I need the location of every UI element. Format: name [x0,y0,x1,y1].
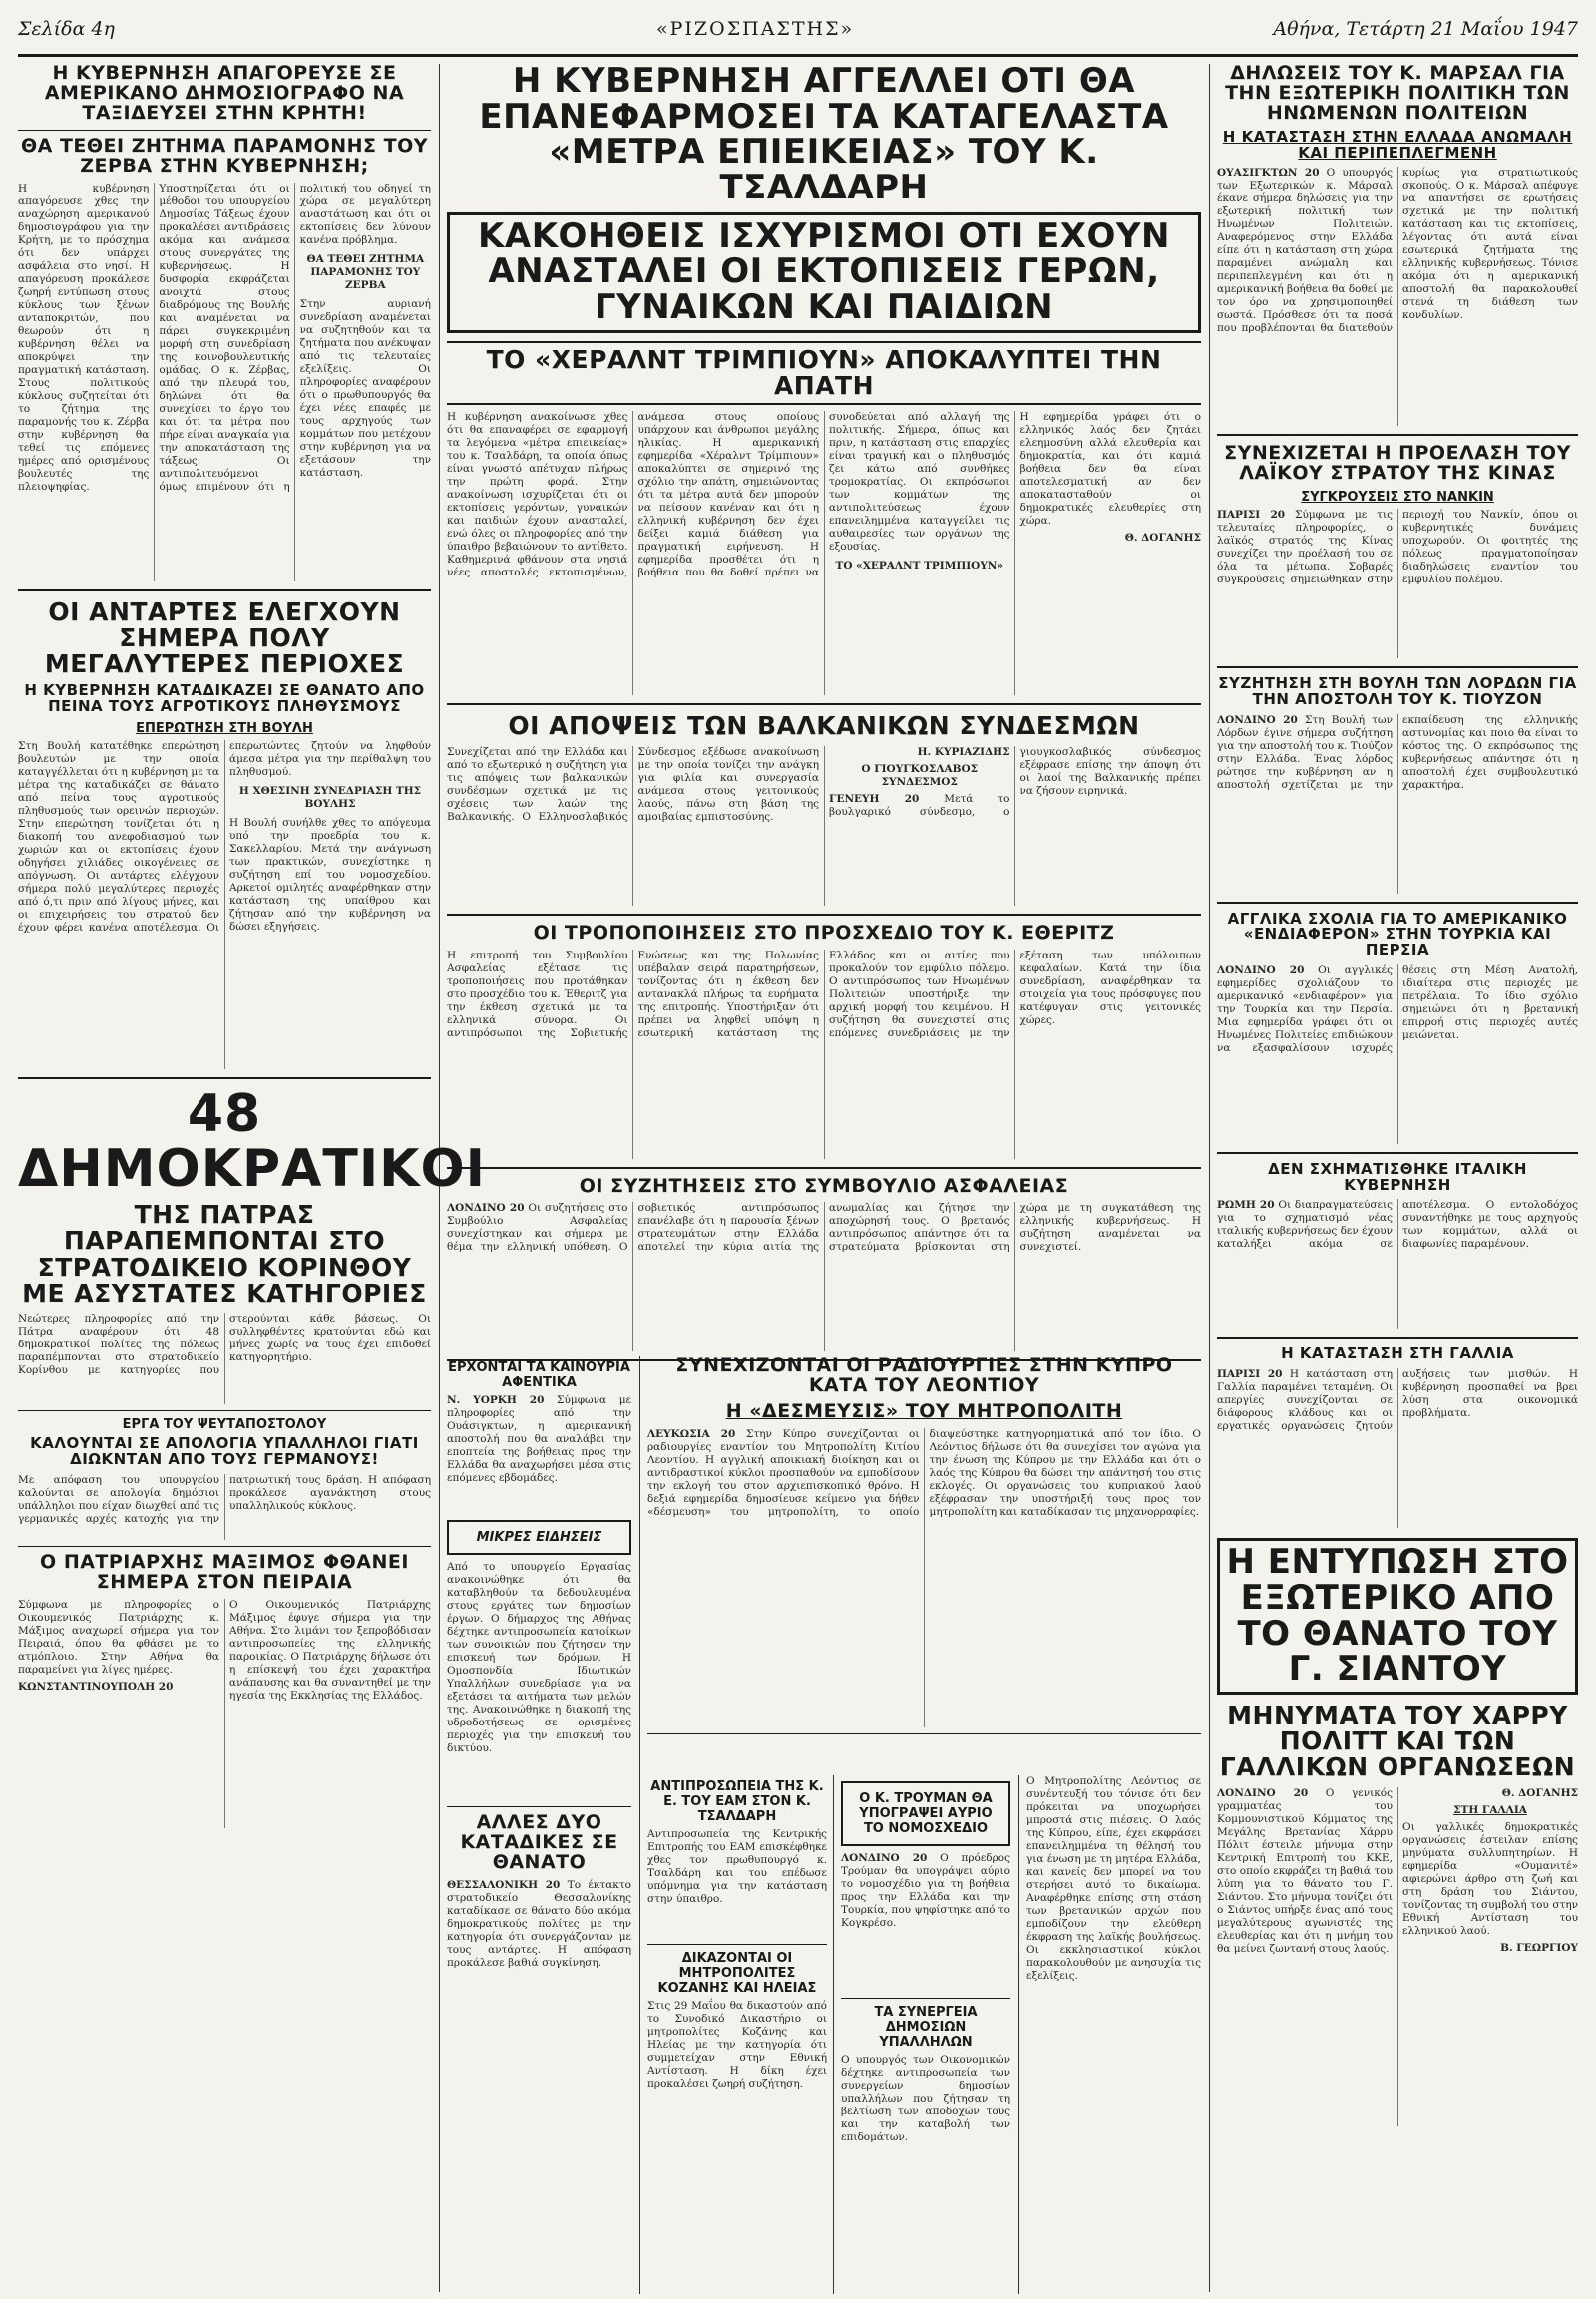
headline-crete-journalist: Η ΚΥΒΕΡΝΗΣΗ ΑΠΑΓΟΡΕΥΣΕ ΣΕ ΑΜΕΡΙΚΑΝΟ ΔΗΜΟΣΙΟΓΡΑΦΟ ΝΑ ΤΑΞΙΔΕΥΣΕΙ ΣΤΗΝ ΚΡΗΤΗ! [44,62,405,124]
headline-truman: Ο Κ. ΤΡΟΥΜΑΝ ΘΑ ΥΠΟΓΡΑΨΕΙ ΑΥΡΙΟ ΤΟ ΝΟΜΟΣΧΕΔΙΟ [859,1791,993,1836]
center-column [447,61,1201,2292]
subhead-yugoslav-union: Ο ΓΙΟΥΓΚΟΣΛΑΒΟΣ ΣΥΝΔΕΣΜΟΣ [861,762,979,788]
dateline-paris-china: ΠΑΡΙΣΙ 20 [1217,509,1286,522]
article-china-text: ΠΑΡΙΣΙ 20 Σύμφωνα με τις τελευταίες πληροφορίες, ο λαϊκός στρατός της Κίνας συνεχίζει την προέλασή του σε όλα τα μέτωπα. Σοβαρές συγκρούσεις σημειώθηκαν στην περιοχή του Νανκίν, όπου οι κυβερνητικές δυνάμεις υποχωρούν. Οι φοιτητές της πόλεως πραγματοποίησαν διαδηλώσεις εναντίον του εμφυλίου πολέμου. [1217,509,1578,586]
signature-doganis-2: Θ. ΔΟΓΑΝΗΣ [1501,1786,1578,1799]
article-death-sentences-text: ΘΕΣΣΑΛΟΝΙΚΗ 20 Το έκτακτο στρατοδικείο Θεσσαλονίκης καταδίκασε σε θάνατο δύο ακόμα δημοκρατικούς πολίτες με την κατηγορία ότι συνεργάζονταν με τους αντάρτες. Η απόφαση προκάλεσε βαθιά συγκίνηση. [447,1878,631,1969]
headline-civil-servants: ΤΑ ΣΥΝΕΡΓΕΙΑ ΔΗΜΟΣΙΩΝ ΥΠΑΛΛΗΛΩΝ [874,2005,978,2050]
article-truman-text: ΛΟΝΔΙΝΟ 20 Ο πρόεδρος Τρούμαν θα υπογράψει αύριο το νομοσχέδιο για τη βοήθεια προς την Ελλάδα και την Τουρκία, που ψηφίστηκε από το Κογκρέσο. [841,1852,1010,1929]
subhead-herald: ΤΟ «ΧΕΡΑΛΝΤ ΤΡΙΜΠΙΟΥΝ» [835,560,1003,573]
dateline-constantinople: ΚΩΝΣΤΑΝΤΙΝΟΥΠΟΛΗ 20 [18,1680,174,1693]
subheadline-nanking: ΣΥΓΚΡΟΥΣΕΙΣ ΣΤΟ ΝΑΝΚΙΝ [1301,490,1494,506]
headline-leniency-measures: Η ΚΥΒΕΡΝΗΣΗ ΑΓΓΕΛΛΕΙ ΟΤΙ ΘΑ ΕΠΑΝΕΦΑΡΜΟΣΕΙ ΤΑ ΚΑΤΑΓΕΛΑΣΤΑ «ΜΕΤΡΑ ΕΠΙΕΙΚΕΙΑΣ» ΤΟΥ Κ. ΤΣΑΛΔΑΡΗ [479,61,1169,208]
article-patras-text: Νεώτερες πληροφορίες από την Πάτρα αναφέρουν ότι 48 δημοκρατικοί πολίτες της πόλεως παραπέμπονται στο στρατοδικείο Κορίνθου με κατηγορίες που στερούνται κάθε βάσεως. Οι συλληφθέντες κρατούνται εδώ και μήνες χωρίς να τους έχει επιδοθεί κατηγορητήριο. [18,1313,431,1377]
block-new-masters [447,1356,631,2294]
signature-doganis-1: Θ. ΔΟΓΑΝΗΣ [1124,532,1201,545]
newspaper-page [18,8,1578,2292]
headline-eam-delegation: ΑΝΤΙΠΡΟΣΩΠΕΙΑ ΤΗΣ Κ. Ε. ΤΟΥ ΕΑΜ ΣΤΟΝ Κ. ΤΣΑΛΔΑΡΗ [650,1779,824,1824]
headline-partisans: ΟΙ ΑΝΤΑΡΤΕΣ ΕΛΕΓΧΟΥΝ ΣΗΜΕΡΑ ΠΟΛΥ ΜΕΓΑΛΥΤΕΡΕΣ ΠΕΡΙΟΧΕΣ [44,596,405,679]
article-balkan-text: Συνεχίζεται από την Ελλάδα και από το εξωτερικό η συζήτηση για τις απόψεις των βαλκανικών συνδέσμων σχετικά με τις σχέσεις των λαών της Βαλκανικής. Ο Ελληνοσλαβικός Σύνδεσμος εξέδωσε ανακοίνωση με την οποία τονίζει την ανάγκη για φιλία και συνεργασία ανάμεσα στους γειτονικούς λαούς, πάνω στη βάση της αμοιβαίας εμπιστοσύνης. Η. ΚΥΡΙΑΖΙΔΗΣ Ο ΓΙΟΥΓΚΟΣΛΑΒΟΣ ΣΥΝΔΕΣΜΟΣ ΓΕΝΕΥΗ 20 Μετά το βουλγαρικό σύνδεσμο, ο γιουγκοσλαβικός σύνδεσμος εξέφρασε επίσης την άποψη ότι οι λαοί της Βαλκανικής πρέπει να ζήσουν ειρηνικά. [447,745,1201,823]
headline-lords: ΣΥΖΗΤΗΣΗ ΣΤΗ ΒΟΥΛΗ ΤΩΝ ΛΟΡΔΩΝ ΓΙΑ ΤΗΝ ΑΠΟΣΤΟΛΗ ΤΟΥ Κ. ΤΙΟΥΖΟΝ [1218,674,1577,708]
issue-date: Αθήνα, Τετάρτη 21 Μαΐου 1947 [1273,18,1578,40]
article-security-council-text: ΛΟΝΔΙΝΟ 20 Οι συζητήσεις στο Συμβούλιο Ασφαλείας συνεχίστηκαν και σήμερα με θέμα την ελληνική υπόθεση. Ο σοβιετικός αντιπρόσωπος επανέλαβε ότι η παρουσία ξένων στρατευμάτων στην Ελλάδα αποτελεί την κύρια αιτία της ανωμαλίας και ζήτησε την αποχώρησή τους. Ο βρετανός αντιπρόσωπος απάντησε ότι τα στρατεύματα βρίσκονται στη χώρα με τη συγκατάθεση της ελληνικής κυβερνήσεως. Η συζήτηση αναμένεται να συνεχιστεί. [447,1202,1201,1254]
headline-death-sentences: ΑΛΛΕΣ ΔΥΟ ΚΑΤΑΔΙΚΕΣ ΣΕ ΘΑΝΑΤΟ [460,1811,618,1873]
article-metropolitans-text: Στις 29 Μαΐου θα δικαστούν από το Συνοδικό Δικαστήριο οι μητροπολίτες Κοζάνης και Ηλείας με την κατηγορία ότι συμμετείχαν στην Εθνική Αντίσταση. Η δίκη έχει προκαλέσει ζωηρή συζήτηση. [647,2000,827,2090]
headline-siantos-death: Η ΕΝΤΥΠΩΣΗ ΣΤΟ ΕΞΩΤΕΡΙΚΟ ΑΠΟ ΤΟ ΘΑΝΑΤΟ ΤΟΥ Γ. ΣΙΑΝΤΟΥ [1226,1542,1569,1690]
label-interpellation: ΕΠΕΡΩΤΗΣΗ ΣΤΗ ΒΟΥΛΗ [136,720,313,736]
headline-pseudo-apostle: ΕΡΓΑ ΤΟΥ ΨΕΥΤΑΠΟΣΤΟΛΟΥ [122,1417,327,1433]
dateline-rome: ΡΩΜΗ 20 [1217,1199,1275,1212]
page-number: Σελίδα 4η [18,18,115,40]
subheadline-greece-situation: Η ΚΑΤΑΣΤΑΣΗ ΣΤΗΝ ΕΛΛΑΔΑ ΑΝΩΜΑΛΗ ΚΑΙ ΠΕΡΙΠΕΠΛΕΓΜΕΝΗ [1222,127,1573,162]
signature-georgiou: Β. ΓΕΩΡΓΙΟΥ [1500,1941,1578,1954]
headline-balkan-unions: ΟΙ ΑΠΟΨΕΙΣ ΤΩΝ ΒΑΛΚΑΝΙΚΩΝ ΣΥΝΔΕΣΜΩΝ [508,711,1140,741]
article-english-comments-text: ΛΟΝΔΙΝΟ 20 Οι αγγλικές εφημερίδες σχολιάζουν το αμερικανικό «ενδιαφέρον» για την Τουρκία και την Περσία. Μια εφημερίδα γράφει ότι οι Ηνωμένες Πολιτείες επιδιώκουν να εξασφαλίσουν ισχυρές θέσεις στη Μέση Ανατολή, ιδιαίτερα στις περιοχές με πετρέλαια. Το ίδιο σχόλιο σημειώνει ότι η βρετανική επιρροή στις περιοχές αυτές μειώνεται. [1217,963,1578,1054]
dateline-paris-france: ΠΑΡΙΣΙ 20 [1217,1368,1283,1381]
subheadline-officials: ΚΑΛΟΥΝΤΑΙ ΣΕ ΑΠΟΛΟΓΙΑ ΥΠΑΛΛΗΛΟΙ ΓΙΑΤΙ ΔΙΩΚΝΤΑΝ ΑΠΟ ΤΟΥΣ ΓΕΡΜΑΝΟΥΣ! [30,1434,419,1468]
dateline-washington: ΟΥΑΣΙΓΚΤΩΝ 20 [1217,167,1320,180]
masthead [18,8,1578,57]
dateline-new-york: Ν. ΥΟΡΚΗ 20 [447,1394,545,1406]
dateline-nicosia: ΛΕΥΚΩΣΙΑ 20 [647,1427,736,1440]
subheadline-pollitt: ΜΗΝΥΜΑΤΑ ΤΟΥ ΧΑΡΡΥ ΠΟΛΙΤΤ ΚΑΙ ΤΩΝ ΓΑΛΛΙΚΩΝ ΟΡΓΑΝΩΣΕΩΝ [1219,1700,1576,1782]
headline-metropolitans-trial: ΔΙΚΑΖΟΝΤΑΙ ΟΙ ΜΗΤΡΟΠΟΛΙΤΕΣ ΚΟΖΑΝΗΣ ΚΑΙ ΗΛΕΙΑΣ [657,1951,817,1996]
headline-marshall: ΔΗΛΩΣΕΙΣ ΤΟΥ Κ. ΜΑΡΣΑΛ ΓΙΑ ΤΗΝ ΕΞΩΤΕΡΙΚΗ ΠΟΛΙΤΙΚΗ ΤΩΝ ΗΝΩΜΕΝΩΝ ΠΟΛΙΤΕΙΩΝ [1225,62,1570,124]
article-patriarch-text: Σύμφωνα με πληροφορίες ο Οικουμενικός Πατριάρχης κ. Μάξιμος αναχωρεί σήμερα για τον Πειραιά, όπου θα φθάσει με το ατμόπλοιο. Στην Αθήνα θα παραμείνει για λίγες ημέρες. ΚΩΝΣΤΑΝΤΙΝΟΥΠΟΛΗ 20 Ο Οικουμενικός Πατριάρχης Μάξιμος έφυγε σήμερα για την Αθήνα. Στο λιμάνι τον ξεπροβόδισαν αντιπροσωπείες της ελληνικής παροικίας. Ο Πατριάρχης δήλωσε ότι η επίσκεψή του έχει χαρακτήρα ανάπαυσης και θα συναντηθεί με την ηγεσία της Εκκλησίας της Ελλάδος. [18,1598,431,1702]
article-cyprus-continued: Ο Μητροπολίτης Λεόντιος σε συνέντευξή του τόνισε ότι δεν πρόκειται να υποχωρήσει μπροστά στις πιέσεις. Ο λαός της Κύπρου, είπε, έχει εκφράσει επανειλημμένα τη θέλησή του για ένωση με τη μητέρα Ελλάδα, και κανείς δεν μπορεί να του στερήσει αυτό το δικαίωμα. Αναφέρθηκε επίσης στη στάση των βρετανικών αρχών που εμποδίζουν την ελεύθερη έκφραση της λαϊκής βουλήσεως. Οι εκκλησιαστικοί κύκλοι παρακολουθούν με ανησυχία τις εξελίξεις. [1026,1775,1201,1982]
subheadline-patras: ΤΗΣ ΠΑΤΡΑΣ ΠΑΡΑΠΕΜΠΟΝΤΑΙ ΣΤΟ ΣΤΡΑΤΟΔΙΚΕΙΟ ΚΟΡΙΝΘΟΥ ΜΕ ΑΣΥΣΤΑΤΕΣ ΚΑΤΗΓΟΡΙΕΣ [22,1200,427,1308]
headline-cyprus: ΣΥΝΕΧΙΖΟΝΤΑΙ ΟΙ ΡΑΔΙΟΥΡΓΙΕΣ ΣΤΗΝ ΚΥΠΡΟ ΚΑΤΑ ΤΟΥ ΛΕΟΝΤΙΟΥ [675,1354,1173,1396]
block-cyprus [647,1356,1201,2294]
article-marshall-text: ΟΥΑΣΙΓΚΤΩΝ 20 Ο υπουργός των Εξωτερικών κ. Μάρσαλ έκανε σήμερα δηλώσεις για την εξωτερική πολιτική των Ηνωμένων Πολιτειών. Αναφερόμενος στην Ελλάδα είπε ότι η κατάσταση στη χώρα παραμένει ανώμαλη και περιπεπλεγμένη και ότι η αμερικανική βοήθεια θα δοθεί με τον όρο να χρησιμοποιηθεί σωστά. Πρόσθεσε ότι τα ποσά που προβλέπονται θα διατεθούν κυρίως για στρατιωτικούς σκοπούς. Ο κ. Μάρσαλ απέφυγε να απαντήσει σε ερωτήσεις σχετικά με την πολιτική κατάσταση και τις εκτοπίσεις, λέγοντας ότι αυτά είναι εσωτερικά ζητήματα της ελληνικής κυβερνήσεως. Τόνισε ακόμα ότι η αμερικανική αποστολή θα παρακολουθεί στενά τη διάθεση των κονδυλίων. [1217,167,1578,335]
article-france-text: ΠΑΡΙΣΙ 20 Η κατάσταση στη Γαλλία παραμένει τεταμένη. Οι απεργίες συνεχίζονται σε διάφορους κλάδους και οι εργατικές οργανώσεις ζητούν αυξήσεις των μισθών. Η κυβέρνηση προσπαθεί να βρει λύση στα οικονομικά προβλήματα. [1217,1368,1578,1433]
article-etheridge-text: Η επιτροπή του Συμβουλίου Ασφαλείας εξέτασε τις τροποποιήσεις που προτάθηκαν στο προσχέδιο του κ. Έθεριτζ για την έκθεση σχετικά με τα ελληνικά σύνορα. Οι αντιπρόσωποι της Σοβιετικής Ενώσεως και της Πολωνίας υπέβαλαν σειρά παρατηρήσεων, τονίζοντας ότι η έκθεση δεν αντανακλά πλήρως τα ευρήματα της επιτροπής. Υποστήριξαν ότι πρέπει να ληφθεί υπόψη η εσωτερική κατάσταση της Ελλάδος και οι αιτίες που προκαλούν τον εμφύλιο πόλεμο. Ο αντιπρόσωπος των Ηνωμένων Πολιτειών υποστήριξε την αρχική μορφή του κειμένου. Η συζήτηση θα συνεχιστεί στις επόμενες συνεδριάσεις με την εξέταση των υπόλοιπων κεφαλαίων. Κατά την ίδια συνεδρίαση, αναφέρθηκαν τα στοιχεία για τους πρόσφυγες που κατέφυγαν στις γειτονικές χώρες. [447,949,1201,1039]
article-officials-text: Με απόφαση του υπουργείου καλούνται σε απολογία δημόσιοι υπάλληλοι που είχαν διωχθεί από τις γερμανικές αρχές κατοχής για την πατριωτική τους δράση. Η απόφαση προκάλεσε αγανάκτηση στους υπαλληλικούς κύκλους. [18,1473,431,1525]
article-italy-text: ΡΩΜΗ 20 Οι διαπραγματεύσεις για το σχηματισμό νέας ιταλικής κυβερνήσεως δεν έχουν καταλήξει ακόμα σε αποτέλεσμα. Ο εντολοδόχος συναντήθηκε με τους αρχηγούς των κομμάτων, αλλά οι διαφωνίες παραμένουν. [1217,1199,1578,1251]
article-zervas-text: Η κυβέρνηση απαγόρευσε χθες την αναχώρηση αμερικανού δημοσιογράφου για την Κρήτη, με το πρόσχημα ότι δεν υπάρχει ασφάλεια στο νησί. Η απαγόρευση προκάλεσε ζωηρή εντύπωση στους κύκλους των ξένων ανταποκριτών, που θεωρούν ότι η κυβέρνηση θέλει να αποκρύψει την πραγματική κατάσταση. Στους πολιτικούς κύκλους συζητείται ότι το ζήτημα της παραμονής του κ. Ζέρβα στην κυβέρνηση θα τεθεί τις επόμενες ημέρες από ορισμένους βουλευτές της πλειοψηφίας. Υποστηρίζεται ότι οι μέθοδοι του υπουργείου Δημοσίας Τάξεως έχουν προκαλέσει αντιδράσεις ακόμα και ανάμεσα στους συνεργάτες της κυβερνήσεως. Η δυσφορία εκφράζεται ανοιχτά στους διαδρόμους της Βουλής και αναμένεται να πάρει συγκεκριμένη μορφή στη συνεδρίαση της κοινοβουλευτικής ομάδας. Ο κ. Ζέρβας, από την πλευρά του, δηλώνει ότι θα συνεχίσει το έργο του και ότι τα μέτρα που πήρε είναι αναγκαία για την αποκατάσταση της τάξεως. Οι αντιπολιτευόμενοι όμως επιμένουν ότι η πολιτική του οδηγεί τη χώρα σε μεγαλύτερη αναστάτωση και ότι οι εκτοπίσεις δεν λύνουν κανένα πρόβλημα. ΘΑ ΤΕΘΕΙ ΖΗΤΗΜΑ ΠΑΡΑΜΟΝΗΣ ΤΟΥ ΖΕΡΒΑ Στην αυριανή συνεδρίαση αναμένεται να συζητηθούν και τα ζητήματα που ανέκυψαν από τις τελευταίες εξελίξεις. Οι πληροφορίες αναφέρουν ότι ο πρωθυπουργός θα έχει νέες επαφές με τους αρχηγούς των κομμάτων που μετέχουν στην κυβέρνηση για να εξετάσουν την κατάσταση. [18,182,431,493]
headline-48-democrats: 48 ΔΗΜΟΚΡΑΤΙΚΟΙ [18,1083,487,1199]
article-partisans-text: Στη Βουλή κατατέθηκε επερώτηση βουλευτών με την οποία καταγγέλλεται ότι η κυβέρνηση με τα μέτρα της καταδικάζει σε θάνατο από πείνα τους αγροτικούς πληθυσμούς των ορεινών περιοχών. Στην επερώτηση τονίζεται ότι η διακοπή του ανεφοδιασμού των χωριών και οι εκτοπίσεις έχουν οδηγήσει χιλιάδες οικογένειες σε απόγνωση. Οι αντάρτες ελέγχουν σήμερα πολύ μεγαλύτερες περιοχές από ό,τι πριν από λίγους μήνες, και οι επιχειρήσεις του στρατού δεν έχουν φέρει κανένα αποτέλεσμα. Οι επερωτώντες ζητούν να ληφθούν άμεσα μέτρα για την περίθαλψη του πληθυσμού. Η ΧΘΕΣΙΝΗ ΣΥΝΕΔΡΙΑΣΗ ΤΗΣ ΒΟΥΛΗΣ Η Βουλή συνήλθε χθες το απόγευμα υπό την προεδρία του κ. Σακελλαρίου. Μετά την ανάγνωση των πρακτικών, συνεχίστηκε η συζήτηση επί του νομοσχεδίου. Αρκετοί ομιλητές αναφέρθηκαν στην κατάσταση της υπαίθρου και ζήτησαν από την κυβέρνηση να δώσει εξηγήσεις. [18,739,431,934]
dateline-london-truman: ΛΟΝΔΙΝΟ 20 [841,1852,928,1864]
subheadline-famine: Η ΚΥΒΕΡΝΗΣΗ ΚΑΤΑΔΙΚΑΖΕΙ ΣΕ ΘΑΝΑΤΟ ΑΠΟ ΠΕΙΝΑ ΤΟΥΣ ΑΓΡΟΤΙΚΟΥΣ ΠΛΗΘΥΣΜΟΥΣ [24,681,425,716]
dateline-london-comments: ΛΟΝΔΙΝΟ 20 [1217,963,1305,976]
dateline-geneva: ΓΕΝΕΥΗ 20 [829,792,920,805]
headline-deportations: ΚΑΚΟΗΘΕΙΣ ΙΣΧΥΡΙΣΜΟΙ ΟΤΙ ΕΧΟΥΝ ΑΝΑΣΤΑΛΕΙ ΟΙ ΕΚΤΟΠΙΣΕΙΣ ΓΕΡΩΝ, ΓΥΝΑΙΚΩΝ ΚΑΙ ΠΑΙΔΙΩΝ [478,215,1170,328]
subhead-zervas: ΘΑ ΤΕΘΕΙ ΖΗΤΗΜΑ ΠΑΡΑΜΟΝΗΣ ΤΟΥ ΖΕΡΒΑ [306,252,425,291]
headline-etheridge: ΟΙ ΤΡΟΠΟΠΟΙΗΣΕΙΣ ΣΤΟ ΠΡΟΣΧΕΔΙΟ ΤΟΥ Κ. ΕΘΕΡΙΤΖ [533,921,1115,944]
headline-english-comments: ΑΓΓΛΙΚΑ ΣΧΟΛΙΑ ΓΙΑ ΤΟ ΑΜΕΡΙΚΑΝΙΚΟ «ΕΝΔΙΑΦΕΡΟΝ» ΣΤΗΝ ΤΟΥΡΚΙΑ ΚΑΙ ΠΕΡΣΙΑ [1227,909,1568,959]
article-short-news-text: Από το υπουργείο Εργασίας ανακοινώθηκε ότι θα καταβληθούν τα δεδουλευμένα στους εργάτες των δημοσίων έργων. Ο δήμαρχος της Αθήνας δέχτηκε αντιπροσωπεία κατοίκων των συνοικιών που ζήτησαν την επισκευή των δρόμων. Η Ομοσπονδία Ιδιωτικών Υπαλλήλων συνεδρίασε για να εξετάσει τα αιτήματα των μελών της. Ανακοινώθηκε η διακοπή της υδροδοτήσεως σε ορισμένες περιοχές για την επισκευή του δικτύου. [447,1561,631,1754]
headline-zervas: ΘΑ ΤΕΘΕΙ ΖΗΤΗΜΑ ΠΑΡΑΜΟΝΗΣ ΤΟΥ ΖΕΡΒΑ ΣΤΗΝ ΚΥΒΕΡΝΗΣΗ; [20,134,429,177]
headline-security-council: ΟΙ ΣΥΖΗΤΗΣΕΙΣ ΣΤΟ ΣΥΜΒΟΥΛΙΟ ΑΣΦΑΛΕΙΑΣ [579,1174,1069,1197]
headline-short-news: ΜΙΚΡΕΣ ΕΙΔΗΣΕΙΣ [476,1530,602,1545]
dateline-london-siantos: ΛΟΝΔΙΝΟ 20 [1217,1786,1309,1799]
dateline-london-lords: ΛΟΝΔΙΝΟ 20 [1217,713,1298,726]
article-new-masters-text: Ν. ΥΟΡΚΗ 20 Σύμφωνα με πληροφορίες από την Ουάσιγκτων, η αμερικανική αποστολή που θα αναλάβει την εποπτεία της βοήθειας προς την Ελλάδα θα αναχωρήσει μέσα στις επόμενες εβδομάδες. [447,1394,631,1484]
headline-france: Η ΚΑΤΑΣΤΑΣΗ ΣΤΗ ΓΑΛΛΙΑ [1281,1344,1514,1363]
subhead-parliament: Η ΧΘΕΣΙΝΗ ΣΥΝΕΔΡΙΑΣΗ ΤΗΣ ΒΟΥΛΗΣ [238,784,422,810]
right-column [1217,64,1578,2292]
article-eam-text: Αντιπροσωπεία της Κεντρικής Επιτροπής του ΕΑΜ επισκέφθηκε χθες τον πρωθυπουργό κ. Τσαλδάρη και του επέδωσε υπόμνημα για την κατάσταση στην ύπαιθρο. [647,1828,827,1905]
article-cyprus-text: ΛΕΥΚΩΣΙΑ 20 Στην Κύπρο συνεχίζονται οι ραδιουργίες εναντίον του Μητροπολίτη Κιτίου Λεοντίου. Η αγγλική αποικιακή διοίκηση και οι αντιδραστικοί κύκλοι προσπαθούν να εμποδίσουν την εκλογή του στον αρχιεπισκοπικό θρόνο. Η δεξιά εφημερίδα δημοσίευσε κείμενο για δήθεν «δέσμευση» του μητροπολίτη, το οποίο διαψεύστηκε κατηγορηματικά από τον ίδιο. Ο Λεόντιος δήλωσε ότι θα συνεχίσει τον αγώνα για την ένωση της Κύπρου με την Ελλάδα και ότι ο λαός της Κύπρου θα δώσει την απάντησή του στις εκλογές. Οι οργανώσεις του κυπριακού λαού εξέφρασαν την υποστήριξή τους προς τον μητροπολίτη και καταδίκασαν τις μηχανορραφίες. [647,1427,1201,1518]
headline-herald-tribune: ΤΟ «ΧΕΡΑΛΝΤ ΤΡΙΜΠΙΟΥΝ» ΑΠΟΚΑΛΥΠΤΕΙ ΤΗΝ ΑΠΑΤΗ [447,341,1201,406]
article-lords-text: ΛΟΝΔΙΝΟ 20 Στη Βουλή των Λόρδων έγινε σήμερα συζήτηση για την αποστολή του κ. Τιούζον στην Ελλάδα. Ένας λόρδος ρώτησε την κυβέρνηση αν η αποστολή σχετίζεται με την εκπαίδευση της ελληνικής αστυνομίας και ποιο θα είναι το κόστος της. Ο εκπρόσωπος της κυβερνήσεως απάντησε ότι η αποστολή έχει συμβουλευτικό χαρακτήρα. [1217,713,1578,791]
article-civil-servants-text: Ο υπουργός των Οικονομικών δέχτηκε αντιπροσωπεία των συνεργείων δημοσίων υπαλλήλων που ζήτησαν τη βελτίωση των αποδοχών τους και την καταβολή των επιδομάτων. [841,2054,1010,2143]
article-siantos-text: ΛΟΝΔΙΝΟ 20 Ο γενικός γραμματέας του Κομμουνιστικού Κόμματος της Μεγάλης Βρετανίας Χάρρυ Πόλιτ έστειλε μήνυμα στην Κεντρική Επιτροπή του ΚΚΕ, στο οποίο εκφράζει τη βαθιά του λύπη για το θάνατο του Γ. Σιάντου. Στο μήνυμα τονίζει ότι ο Σιάντος υπήρξε ένας από τους μεγαλύτερους αγωνιστές της ελευθερίας και ότι η μνήμη του θα μείνει ζωντανή στους λαούς. Θ. ΔΟΓΑΝΗΣ ΣΤΗ ΓΑΛΛΙΑ Οι γαλλικές δημοκρατικές οργανώσεις έστειλαν επίσης μηνύματα συλλυπητηρίων. Η εφημερίδα «Ουμανιτέ» αφιερώνει άρθρο στη ζωή και στη δράση του Σιάντου, τονίζοντας τη συμβολή του στην Εθνική Αντίσταση του ελληνικού λαού. Β. ΓΕΩΡΓΙΟΥ [1217,1786,1578,1955]
article-leniency-text: Η κυβέρνηση ανακοίνωσε χθες ότι θα επαναφέρει σε εφαρμογή τα λεγόμενα «μέτρα επιεικείας» του κ. Τσαλδάρη, τα οποία όπως είναι γνωστό απέτυχαν πλήρως την πρώτη φορά. Στην ανακοίνωση ισχυρίζεται ότι οι εκτοπίσεις γερόντων, γυναικών και παιδιών έχουν ανασταλεί, ενώ όλες οι πληροφορίες από την ύπαιθρο βεβαιώνουν το αντίθετο. Καθημερινά φθάνουν στα νησιά νέες αποστολές εκτοπισμένων, ανάμεσα στους οποίους υπάρχουν και άνθρωποι μεγάλης ηλικίας. Η αμερικανική εφημερίδα «Χέραλντ Τρίμπιουν» αποκαλύπτει σε σημερινό της σχόλιο την απάτη, σημειώνοντας ότι τα μέτρα αυτά δεν μπορούν να πείσουν κανέναν και ότι η ελληνική κυβέρνηση δεν έχει δείξει καμιά διάθεση για πραγματική ειρήνευση. Η εφημερίδα προσθέτει ότι η βοήθεια που θα δοθεί πρέπει να συνοδεύεται από αλλαγή της πολιτικής. Σήμερα, όπως και πριν, η κατάσταση στις επαρχίες είναι τραγική και ο πληθυσμός ζει κάτω από συνθήκες τρομοκρατίας. Οι εκπρόσωποι των κομμάτων της αντιπολιτεύσεως έχουν επανειλημμένα καταγγείλει τις αυθαιρεσίες των οργάνων της εξουσίας. ΤΟ «ΧΕΡΑΛΝΤ ΤΡΙΜΠΙΟΥΝ» Η εφημερίδα γράφει ότι ο ελληνικός λαός δεν ζητάει ελεημοσύνη αλλά ελευθερία και δημοκρατία, και ότι καμιά βοήθεια δεν θα είναι αποτελεσματική αν δεν αποκατασταθούν οι δημοκρατικές ελευθερίες στη χώρα. Θ. ΔΟΓΑΝΗΣ [447,411,1201,579]
signature-kyriazidis: Η. ΚΥΡΙΑΖΙΔΗΣ [917,745,1010,758]
dateline-thessaloniki: ΘΕΣΣΑΛΟΝΙΚΗ 20 [447,1878,561,1891]
subheadline-metropolitan: Η «ΔΕΣΜΕΥΣΙΣ» ΤΟΥ ΜΗΤΡΟΠΟΛΙΤΗ [725,1399,1123,1422]
dateline-london-sc: ΛΟΝΔΙΝΟ 20 [447,1202,525,1215]
headline-new-masters: ΕΡΧΟΝΤΑΙ ΤΑ ΚΑΙΝΟΥΡΙΑ ΑΦΕΝΤΙΚΑ [448,1360,630,1390]
headline-patriarch: Ο ΠΑΤΡΙΑΡΧΗΣ ΜΑΞΙΜΟΣ ΦΘΑΝΕΙ ΣΗΜΕΡΑ ΣΤΟΝ ΠΕΙΡΑΙΑ [40,1550,409,1593]
headline-china: ΣΥΝΕΧΙΖΕΤΑΙ Η ΠΡΟΕΛΑΣΗ ΤΟΥ ΛΑΪΚΟΥ ΣΤΡΑΤΟΥ ΤΗΣ ΚΙΝΑΣ [1224,442,1571,485]
subhead-in-france: ΣΤΗ ΓΑΛΛΙΑ [1453,1803,1527,1816]
headline-italy: ΔΕΝ ΣΧΗΜΑΤΙΣΘΗΚΕ ΙΤΑΛΙΚΗ ΚΥΒΕΡΝΗΣΗ [1268,1159,1527,1194]
newspaper-title: «ΡΙΖΟΣΠΑΣΤΗΣ» [656,18,855,40]
